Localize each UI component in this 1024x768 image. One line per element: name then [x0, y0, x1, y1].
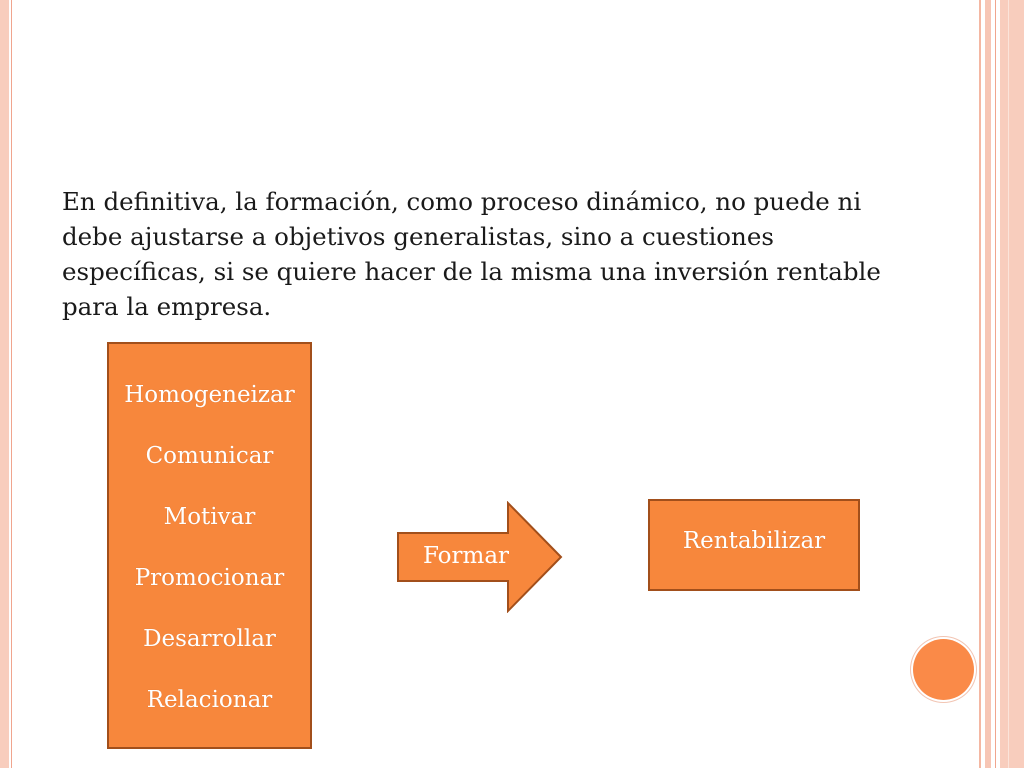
- result-box: [648, 499, 860, 591]
- right-decorative-line-2: [995, 0, 996, 768]
- objective-item: Comunicar: [145, 443, 274, 469]
- arrow-label: Formar: [422, 543, 510, 569]
- objective-item: Promocionar: [134, 565, 285, 591]
- objective-item: Relacionar: [146, 687, 273, 713]
- right-decorative-line-3: [1008, 0, 1009, 768]
- right-decorative-stripe-2: [1000, 0, 1024, 768]
- objective-item: Desarrollar: [143, 626, 276, 652]
- right-decorative-line-1: [979, 0, 981, 768]
- objective-item: Motivar: [163, 504, 256, 530]
- decorative-circle: [913, 639, 974, 700]
- left-decorative-line: [11, 0, 12, 768]
- objectives-box: [107, 342, 312, 749]
- left-decorative-stripe: [0, 0, 9, 768]
- body-paragraph: En definitiva, la formación, como proceso dinámico, no puede ni debe ajustarse a objetivos generalistas, sino a cuestiones específicas, si se quiere hacer de la misma una inversión rentable para la empresa.: [62, 187, 881, 321]
- objective-item: Homogeneizar: [124, 382, 295, 408]
- result-label: Rentabilizar: [682, 528, 826, 554]
- right-decorative-stripe-1: [985, 0, 991, 768]
